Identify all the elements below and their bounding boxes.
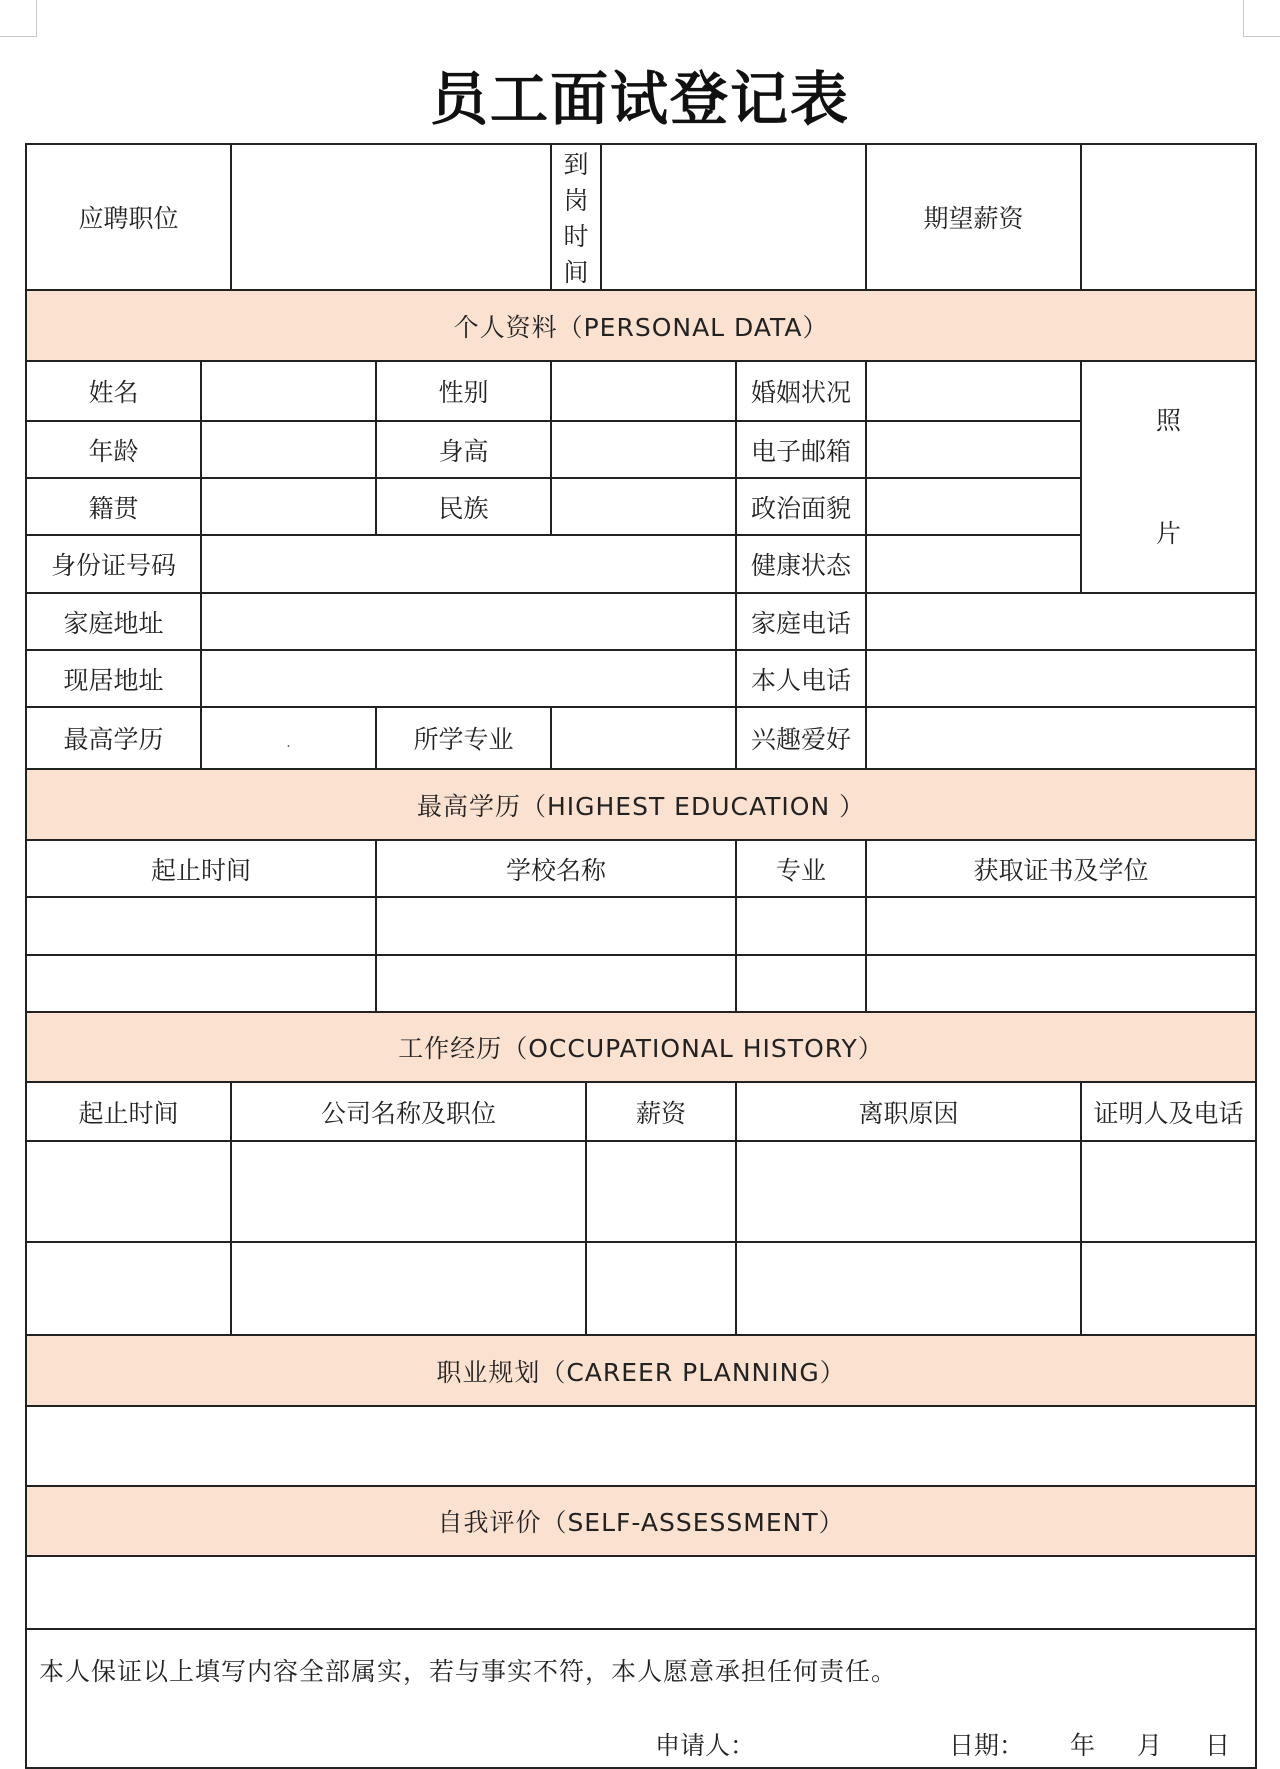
height-label: 身高 (376, 421, 551, 478)
salary-label: 期望薪资 (866, 144, 1081, 290)
year-label: 年 (1070, 1731, 1096, 1760)
edu-period-field[interactable] (26, 955, 376, 1012)
work-period-field[interactable] (26, 1242, 231, 1335)
personal-data-header: 个人资料（PERSONAL DATA） (26, 290, 1256, 361)
id-number-field[interactable] (201, 535, 736, 593)
stray-mark: . (286, 734, 291, 751)
origin-field[interactable] (201, 478, 376, 535)
page-corner-mark (1243, 0, 1280, 37)
health-field[interactable] (866, 535, 1081, 593)
home-address-label: 家庭地址 (26, 593, 201, 650)
education-header: 最高学历（HIGHEST EDUCATION ） (26, 769, 1256, 840)
edu-major-field[interactable] (736, 897, 866, 955)
political-field[interactable] (866, 478, 1081, 535)
gender-label: 性别 (376, 361, 551, 421)
work-period-field[interactable] (26, 1141, 231, 1242)
edu-certificate-field[interactable] (866, 897, 1256, 955)
edu-school-field[interactable] (376, 955, 736, 1012)
work-reason-field[interactable] (736, 1141, 1081, 1242)
ethnicity-field[interactable] (551, 478, 736, 535)
marital-field[interactable] (866, 361, 1081, 421)
health-label: 健康状态 (736, 535, 866, 593)
position-label: 应聘职位 (26, 144, 231, 290)
form-title: 员工面试登记表 (429, 65, 850, 133)
home-address-field[interactable] (201, 593, 736, 650)
photo-label-top: 照 (1156, 406, 1182, 435)
work-col-reference: 证明人及电话 (1081, 1082, 1256, 1141)
career-planning-field[interactable] (26, 1406, 1256, 1486)
education-level-field[interactable] (201, 707, 376, 769)
work-col-company: 公司名称及职位 (231, 1082, 586, 1141)
home-phone-label: 家庭电话 (736, 593, 866, 650)
major-label: 所学专业 (376, 707, 551, 769)
major-field[interactable] (551, 707, 736, 769)
page-corner-mark (0, 0, 37, 37)
edu-certificate-field[interactable] (866, 955, 1256, 1012)
ethnicity-label: 民族 (376, 478, 551, 535)
email-label: 电子邮箱 (736, 421, 866, 478)
work-reason-field[interactable] (736, 1242, 1081, 1335)
height-field[interactable] (551, 421, 736, 478)
declaration-block (26, 1629, 1256, 1768)
work-reference-field[interactable] (1081, 1242, 1256, 1335)
position-field[interactable] (231, 144, 551, 290)
career-planning-header: 职业规划（CAREER PLANNING） (26, 1335, 1256, 1406)
political-label: 政治面貌 (736, 478, 866, 535)
id-number-label: 身份证号码 (26, 535, 201, 593)
declaration-text: 本人保证以上填写内容全部属实，若与事实不符，本人愿意承担任何责任。 (39, 1657, 898, 1686)
work-reference-field[interactable] (1081, 1141, 1256, 1242)
salary-field[interactable] (1081, 144, 1256, 290)
education-level-label: 最高学历 (26, 707, 201, 769)
self-assessment-field[interactable] (26, 1556, 1256, 1629)
work-col-salary: 薪资 (586, 1082, 736, 1141)
hobbies-label: 兴趣爱好 (736, 707, 866, 769)
own-phone-field[interactable] (866, 650, 1256, 707)
hobbies-field[interactable] (866, 707, 1256, 769)
work-col-reason: 离职原因 (736, 1082, 1081, 1141)
photo-box[interactable] (1081, 361, 1256, 593)
work-salary-field[interactable] (586, 1242, 736, 1335)
edu-col-certificate: 获取证书及学位 (866, 840, 1256, 897)
name-label: 姓名 (26, 361, 201, 421)
applicant-label: 申请人： (655, 1731, 756, 1760)
interview-registration-form (25, 143, 1257, 1769)
origin-label: 籍贯 (26, 478, 201, 535)
marital-label: 婚姻状况 (736, 361, 866, 421)
work-company-field[interactable] (231, 1242, 586, 1335)
email-field[interactable] (866, 421, 1081, 478)
name-field[interactable] (201, 361, 376, 421)
age-field[interactable] (201, 421, 376, 478)
day-label: 日 (1205, 1731, 1231, 1760)
gender-field[interactable] (551, 361, 736, 421)
start-time-label: 到岗时间 (551, 144, 601, 290)
date-label: 日期： (949, 1731, 1025, 1760)
work-col-period: 起止时间 (26, 1082, 231, 1141)
edu-school-field[interactable] (376, 897, 736, 955)
home-phone-field[interactable] (866, 593, 1256, 650)
photo-label-bottom: 片 (1156, 519, 1182, 548)
edu-major-field[interactable] (736, 955, 866, 1012)
edu-col-period: 起止时间 (26, 840, 376, 897)
work-salary-field[interactable] (586, 1141, 736, 1242)
edu-period-field[interactable] (26, 897, 376, 955)
edu-col-school: 学校名称 (376, 840, 736, 897)
self-assessment-header: 自我评价（SELF-ASSESSMENT） (26, 1486, 1256, 1556)
age-label: 年龄 (26, 421, 201, 478)
edu-col-major: 专业 (736, 840, 866, 897)
start-time-field[interactable] (601, 144, 866, 290)
work-history-header: 工作经历（OCCUPATIONAL HISTORY） (26, 1012, 1256, 1082)
own-phone-label: 本人电话 (736, 650, 866, 707)
work-company-field[interactable] (231, 1141, 586, 1242)
month-label: 月 (1137, 1731, 1163, 1760)
current-address-field[interactable] (201, 650, 736, 707)
current-address-label: 现居地址 (26, 650, 201, 707)
